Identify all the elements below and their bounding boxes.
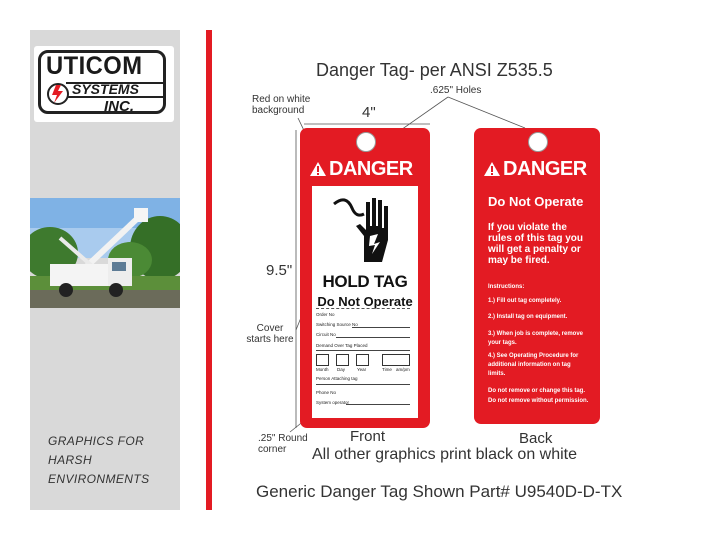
field-order-no: Order No	[316, 312, 335, 317]
label-am-pm: am/pm	[396, 367, 410, 372]
back-step-2: 2.) Install tag on equipment.	[488, 314, 568, 320]
annotation-cover: Cover starts here	[246, 323, 294, 345]
back-footer-1: Do not remove or change this tag.	[488, 388, 586, 394]
dimension-width: 4"	[362, 104, 376, 121]
front-tag-body	[312, 186, 418, 418]
footer-part-number: Generic Danger Tag Shown Part# U9540D-D-TX	[256, 482, 623, 501]
caption-back: Back	[519, 430, 553, 447]
field-line	[316, 350, 410, 351]
tag-hole	[356, 132, 376, 152]
back-step-1: 1.) Fill out tag completely.	[488, 298, 562, 304]
label-month: Month	[316, 367, 329, 372]
front-do-not-operate: Do Not Operate	[317, 294, 413, 309]
caption-front: Front	[350, 428, 386, 445]
field-line	[352, 327, 410, 328]
field-system-operator: System operator	[316, 400, 350, 405]
dimension-height: 9.5"	[266, 262, 293, 279]
warning-triangle-icon	[309, 161, 327, 177]
annotation-corner: .25" Round corner	[258, 433, 308, 455]
back-step-4: 4.) See Operating Procedure for additional information on tag limits.	[488, 353, 579, 377]
logo-text-uticom: UTICOM	[46, 52, 143, 80]
warning-triangle-icon	[483, 161, 501, 177]
hold-tag-title: HOLD TAG	[322, 272, 408, 291]
back-step-3: 3.) When job is complete, remove your tags.	[488, 331, 584, 346]
field-phone: Phone No	[316, 390, 337, 395]
back-warning: If you violate the rules of this tag you will get a penalty or may be fired.	[488, 222, 584, 266]
box-month	[316, 354, 329, 366]
hand-shock-icon	[330, 192, 400, 264]
tagline: GRAPHICS FOR HARSH ENVIRONMENTS	[48, 434, 150, 486]
box-day	[336, 354, 349, 366]
annotation-red-on-white: Red on white background	[252, 94, 311, 116]
field-line	[336, 337, 410, 338]
box-time	[382, 354, 410, 366]
front-danger-header: DANGER	[329, 158, 413, 180]
front-tag	[300, 128, 430, 428]
label-day: Day	[337, 367, 346, 372]
label-year: Year	[357, 367, 367, 372]
caption-note: All other graphics print black on white	[312, 446, 578, 463]
field-demand: Demand Over Tag Placed	[316, 343, 368, 348]
cover-line	[316, 308, 410, 309]
field-switching-source: Switching Source No	[316, 322, 358, 327]
field-circuit-no: Circuit No	[316, 332, 336, 337]
annotation-holes: .625" Holes	[430, 85, 482, 96]
box-year	[356, 354, 369, 366]
logo-text-systems: SYSTEMS	[72, 81, 139, 97]
back-danger-header: DANGER	[503, 158, 587, 180]
page-title: Danger Tag- per ANSI Z535.5	[316, 60, 553, 80]
field-person: Person Attaching tag	[316, 376, 358, 381]
logo-text-inc: INC.	[104, 98, 134, 115]
back-tag	[474, 128, 600, 424]
tag-hole	[528, 132, 548, 152]
back-footer-2: Do not remove without permission.	[488, 398, 589, 404]
field-line	[346, 404, 410, 405]
back-do-not-operate: Do Not Operate	[488, 194, 584, 209]
label-time: Time	[382, 367, 392, 372]
field-line	[316, 384, 410, 385]
back-instructions-title: Instructions:	[488, 284, 525, 290]
